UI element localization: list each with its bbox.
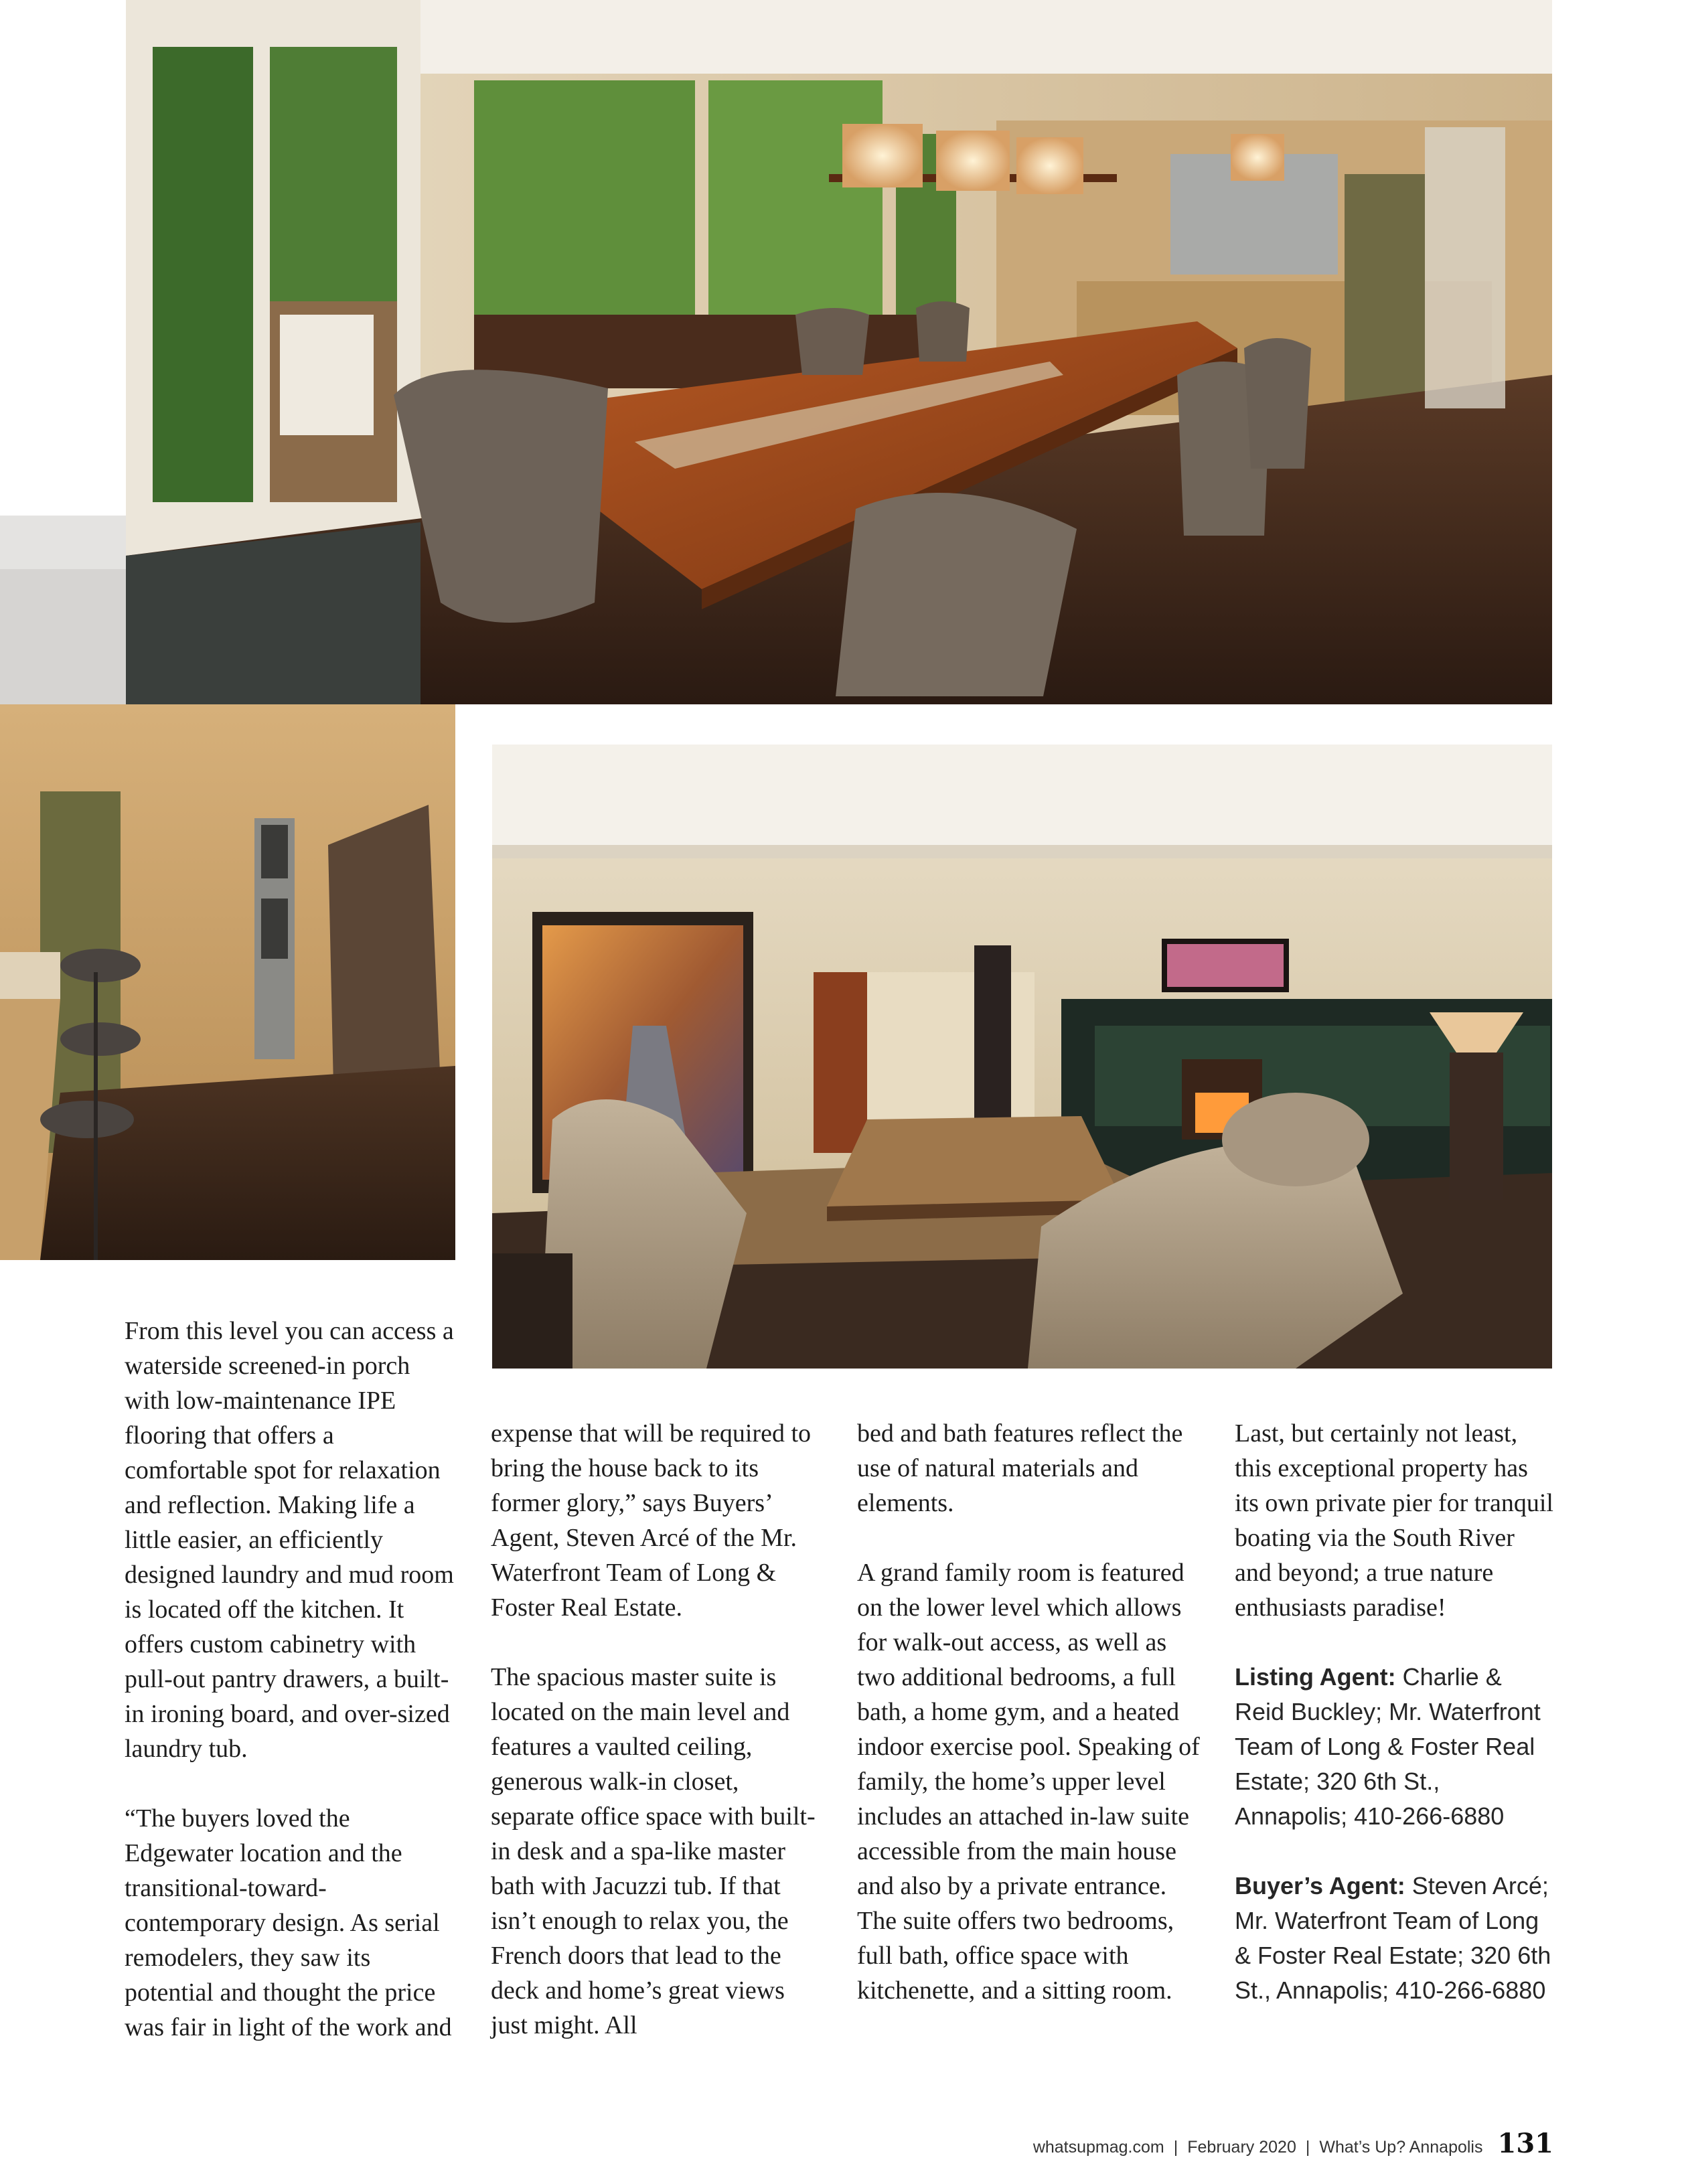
paragraph: Last, but certainly not least, this exceptional property has its own private pier for tranquil boating via the South River and beyond; a true nature enthusiasts paradise! bbox=[1235, 1419, 1553, 1622]
buyer-agent-text: Steven Arcé; Mr. Waterfront Team of Long & Foster Real Estate; 320 6th St., Annapolis; 410-266-6880 bbox=[1235, 1872, 1551, 2004]
footer-separator: | bbox=[1305, 2138, 1310, 2157]
paragraph: From this level you can access a waterside screened-in porch with low-maintenance IPE flooring that offers a comfortable spot for relaxation and reflection. Making life a little easier, an efficiently designed laundry and mud room is located off the kitchen. It offers custom cabinetry with pull-out pantry drawers, a built-in ironing board, and over-sized laundry tub. bbox=[125, 1317, 454, 1763]
article-column-2 bbox=[491, 1416, 826, 2043]
buyer-agent-credit bbox=[1235, 1869, 1556, 2008]
footer-magazine: What’s Up? Annapolis bbox=[1319, 2138, 1483, 2157]
article-column-4 bbox=[1235, 1416, 1556, 2008]
listing-agent-label: Listing Agent: bbox=[1235, 1663, 1396, 1691]
listing-agent-text: Charlie & Reid Buckley; Mr. Waterfront Team of Long & Foster Real Estate; 320 6th St., Annapolis; 410-266-6880 bbox=[1235, 1663, 1541, 1830]
paragraph: A grand family room is featured on the lower level which allows for walk-out access, as well as two additional bedrooms, a full bath, a home gym, and a heated indoor exercise pool. Speaking of family, the home’s upper level includes an attached in-law suite accessible from the main house and also by a private entrance. The suite offers two bedrooms, full bath, office space with kitchenette, and a sitting room. bbox=[857, 1559, 1200, 2005]
paragraph: “The buyers loved the Edgewater location and the transitional-toward-contemporary design. As serial remodelers, they saw its potential and thought the price was fair in light of the work and bbox=[125, 1804, 452, 2041]
article-column-3 bbox=[857, 1416, 1205, 2008]
page-number: 131 bbox=[1497, 2128, 1553, 2159]
dining-room-photo bbox=[126, 0, 1552, 704]
left-bleed-photo bbox=[0, 516, 126, 704]
kitchen-photo bbox=[0, 704, 455, 1260]
paragraph: bed and bath features reflect the use of natural materials and elements. bbox=[857, 1419, 1183, 1517]
footer-site: whatsupmag.com bbox=[1033, 2138, 1164, 2157]
paragraph: expense that will be required to bring the house back to its former glory,” says Buyers’ Agent, Steven Arcé of the Mr. Waterfront Team of Long & Foster Real Estate. bbox=[491, 1419, 812, 1622]
paragraph: The spacious master suite is located on the main level and features a vaulted ceiling, generous walk-in closet, separate office space with built-in desk and a spa-like master bath with Jacuzzi tub. If that isn’t enough to relax you, the French doors that lead to the deck and home’s great views just might. All bbox=[491, 1663, 816, 2039]
page-footer bbox=[1033, 2128, 1553, 2159]
footer-separator: | bbox=[1173, 2138, 1178, 2157]
article-column-1 bbox=[125, 1314, 459, 2045]
footer-issue: February 2020 bbox=[1187, 2138, 1296, 2157]
listing-agent-credit bbox=[1235, 1660, 1556, 1834]
family-room-photo bbox=[492, 745, 1552, 1369]
buyer-agent-label: Buyer’s Agent: bbox=[1235, 1872, 1405, 1899]
